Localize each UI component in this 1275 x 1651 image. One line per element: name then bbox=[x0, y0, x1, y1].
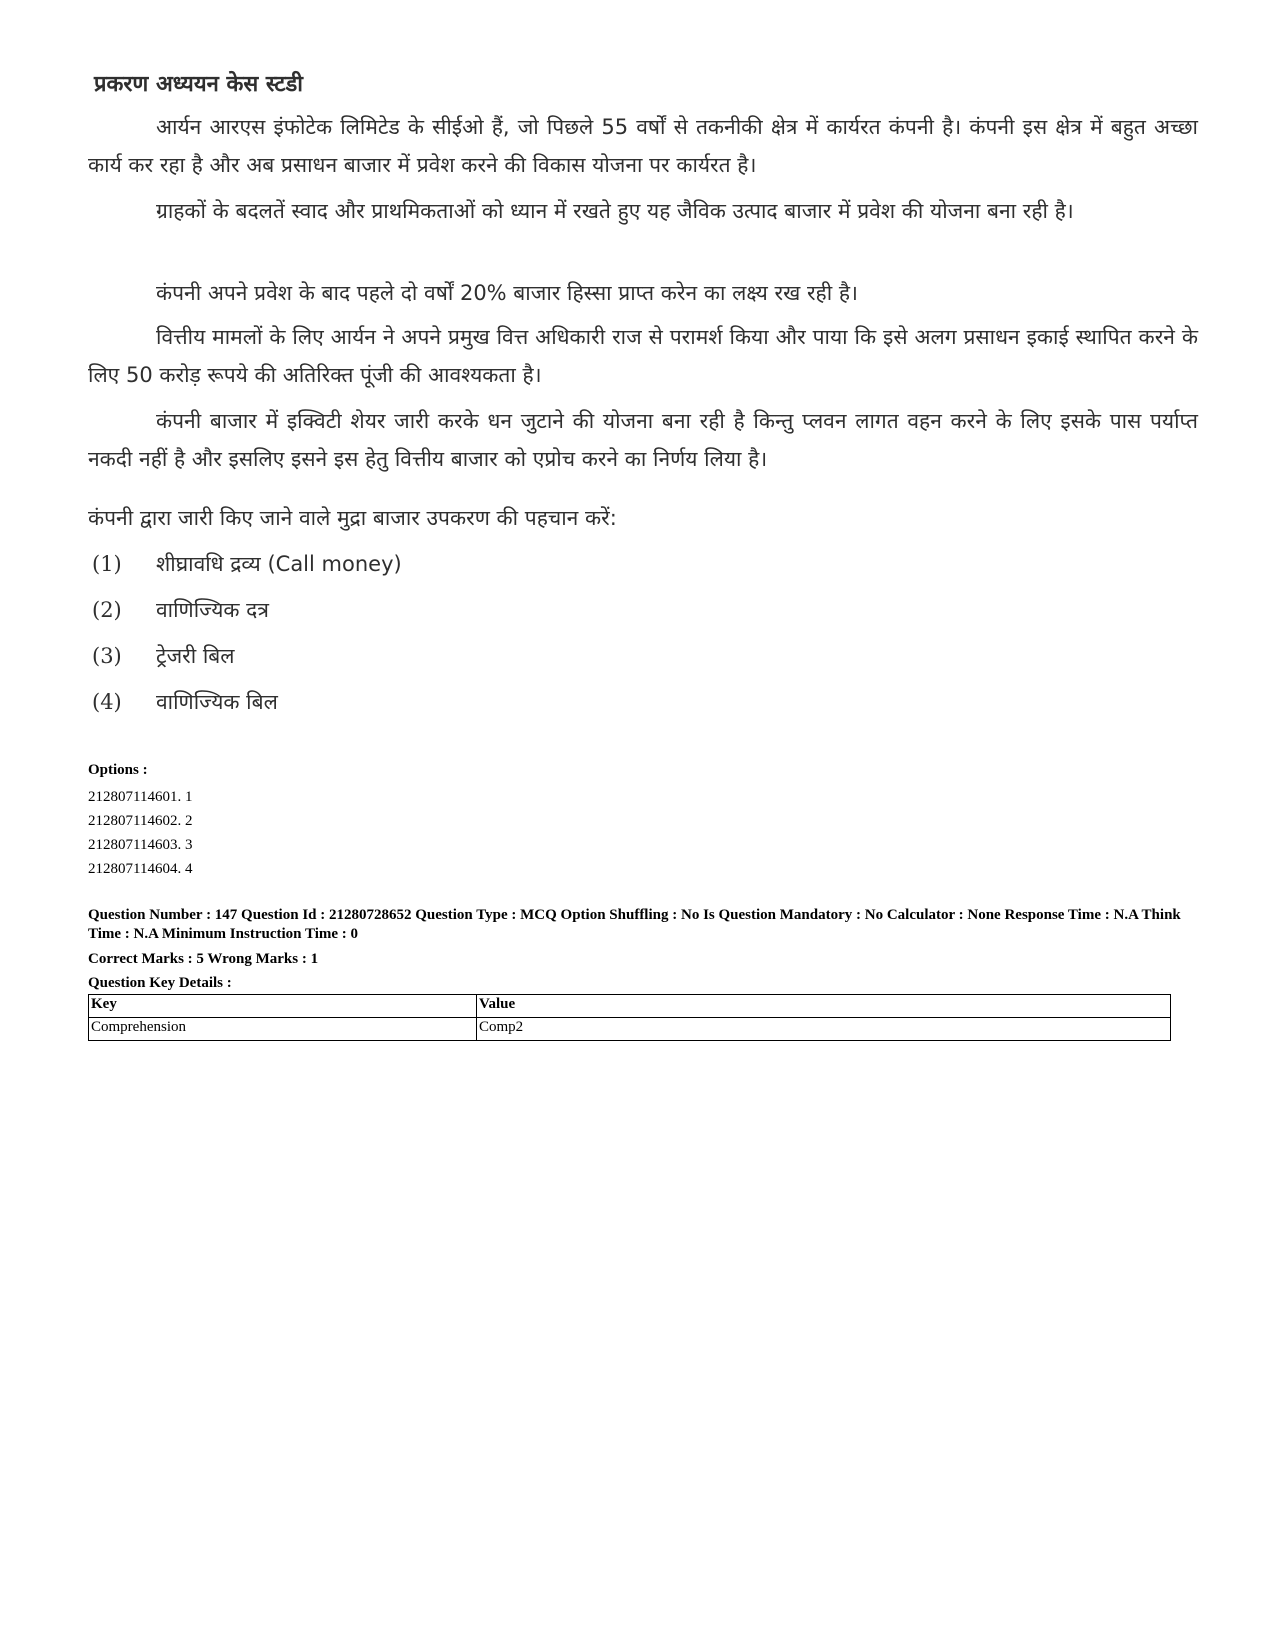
marks-meta: Correct Marks : 5 Wrong Marks : 1 bbox=[88, 951, 319, 967]
choice-text: ट्रेजरी बिल bbox=[156, 644, 235, 668]
table-cell-key: Comprehension bbox=[89, 1018, 477, 1041]
choice-number: (3) bbox=[92, 644, 122, 668]
option-item: 212807114602. 2 bbox=[88, 813, 193, 829]
table-header-value: Value bbox=[477, 995, 1171, 1018]
option-item: 212807114603. 3 bbox=[88, 837, 193, 853]
passage-heading: प्रकरण अध्ययन केस स्टडी bbox=[94, 72, 303, 97]
choice-text: वाणिज्यिक बिल bbox=[156, 690, 278, 714]
passage-paragraph: ग्राहकों के बदलतें स्वाद और प्राथमिकताओं को ध्यान में रखते हुए यह जैविक उत्पाद बाजार में प्रवेश की योजना बना रही है। bbox=[156, 199, 1074, 223]
passage-paragraph: वित्तीय मामलों के लिए आर्यन ने अपने प्रमुख वित्त अधिकारी राज से परामर्श किया और पाया कि इसे अलग प्रसाधन इकाई स्थापित करने के लिए 50 करोड़ रूपये की अतिरिक्त पूंजी की आवश्यकता है। bbox=[88, 325, 1198, 387]
option-item: 212807114604. 4 bbox=[88, 861, 193, 877]
key-details-label: Question Key Details : bbox=[88, 975, 232, 991]
table-cell-value: Comp2 bbox=[477, 1018, 1171, 1041]
choice-item bbox=[92, 596, 269, 624]
options-label: Options : bbox=[88, 762, 148, 778]
choice-number: (2) bbox=[92, 598, 122, 622]
question-text: कंपनी द्वारा जारी किए जाने वाले मुद्रा बाजार उपकरण की पहचान करें: bbox=[88, 506, 617, 530]
choice-item bbox=[92, 642, 235, 670]
choice-item bbox=[92, 688, 278, 716]
choice-number: (1) bbox=[92, 552, 122, 576]
choice-text: वाणिज्यिक दत्र bbox=[156, 598, 269, 622]
table-header-row bbox=[89, 995, 1171, 1018]
passage-paragraph: आर्यन आरएस इंफोटेक लिमिटेड के सीईओ हैं, जो पिछले 55 वर्षों से तकनीकी क्षेत्र में कार्यरत कंपनी है। कंपनी इस क्षेत्र में बहुत अच्छा कार्य कर रहा है और अब प्रसाधन बाजार में प्रवेश करने की विकास योजना पर कार्यरत है। bbox=[88, 115, 1198, 177]
choice-text: शीघ्रावधि द्रव्य (Call money) bbox=[156, 552, 402, 576]
choice-item bbox=[92, 550, 402, 578]
options-list bbox=[88, 785, 192, 881]
choice-number: (4) bbox=[92, 690, 122, 714]
passage-paragraph: कंपनी बाजार में इक्विटी शेयर जारी करके धन जुटाने की योजना बना रही है किन्तु प्लवन लागत वहन करने के लिए इसके पास पर्याप्त नकदी नहीं है और इसलिए इसने इस हेतु वित्तीय बाजार को एप्रोच करने का निर्णय लिया है। bbox=[88, 409, 1198, 471]
option-item: 212807114601. 1 bbox=[88, 789, 193, 805]
key-details-table bbox=[88, 994, 1171, 1041]
table-header-key: Key bbox=[89, 995, 477, 1018]
passage-paragraph: कंपनी अपने प्रवेश के बाद पहले दो वर्षों 20% बाजार हिस्सा प्राप्त करेन का लक्ष्य रख रही है। bbox=[156, 281, 858, 305]
passage-image bbox=[88, 62, 1208, 762]
table-row bbox=[89, 1018, 1171, 1041]
question-meta: Question Number : 147 Question Id : 21280728652 Question Type : MCQ Option Shuffling : No Is Question Mandatory : No Calculator : None Response Time : N.A Think Time : N.A Minimum Instruction Time : 0 bbox=[88, 907, 1181, 942]
